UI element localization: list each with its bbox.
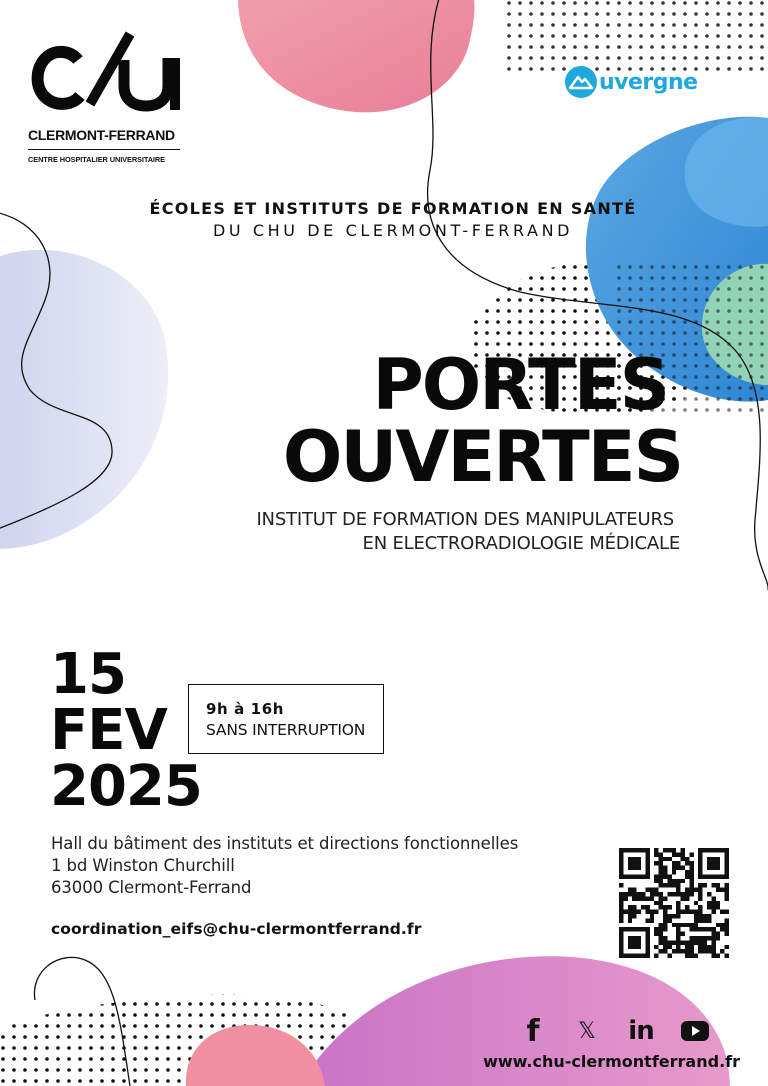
date-month: FEV bbox=[50, 698, 167, 763]
hours-box bbox=[188, 684, 384, 754]
date-year: 2025 bbox=[50, 754, 202, 819]
social-links bbox=[516, 1014, 716, 1050]
hours-time: 9h à 16h bbox=[206, 700, 285, 718]
dot-pattern-top bbox=[500, 0, 768, 72]
x-icon[interactable]: 𝕏 bbox=[578, 1018, 596, 1044]
title-line-1: PORTES bbox=[372, 344, 668, 426]
auvergne-logo bbox=[564, 64, 698, 100]
schools-heading: ÉCOLES ET INSTITUTS DE FORMATION EN SANTÉ bbox=[149, 199, 637, 218]
schools-subheading: DU CHU DE CLERMONT-FERRAND bbox=[212, 221, 574, 240]
date-day: 15 bbox=[50, 642, 126, 707]
chu-subtitle: CENTRE HOSPITALIER UNIVERSITAIRE bbox=[28, 155, 165, 164]
website-link[interactable]: www.chu-clermontferrand.fr bbox=[483, 1052, 740, 1071]
title-line-2: OUVERTES bbox=[282, 416, 682, 498]
qr-code[interactable] bbox=[619, 848, 729, 958]
chu-city-label: CLERMONT-FERRAND bbox=[28, 127, 175, 143]
chu-logo bbox=[26, 30, 186, 164]
institute-line-1: INSTITUT DE FORMATION DES MANIPULATEURS bbox=[256, 509, 674, 530]
youtube-icon[interactable] bbox=[678, 1014, 712, 1048]
pink-blob-top bbox=[238, 0, 475, 112]
auvergne-wordmark: uvergne bbox=[599, 69, 698, 95]
facebook-icon[interactable]: f bbox=[526, 1013, 540, 1049]
chu-mark-icon bbox=[26, 30, 182, 112]
contact-email[interactable]: coordination_eifs@chu-clermontferrand.fr bbox=[51, 920, 422, 938]
address-line-2: 1 bd Winston Churchill bbox=[51, 856, 235, 875]
hours-note: SANS INTERRUPTION bbox=[206, 721, 366, 739]
lavender-blob-left bbox=[0, 250, 168, 549]
auvergne-mountain-icon bbox=[564, 65, 598, 99]
chu-divider bbox=[28, 149, 180, 150]
institute-line-2: EN ELECTRORADIOLOGIE MÉDICALE bbox=[362, 533, 680, 554]
address-line-1: Hall du bâtiment des instituts et directions fonctionnelles bbox=[51, 834, 519, 853]
linkedin-icon[interactable]: in bbox=[628, 1016, 654, 1046]
address-line-3: 63000 Clermont-Ferrand bbox=[51, 878, 252, 897]
